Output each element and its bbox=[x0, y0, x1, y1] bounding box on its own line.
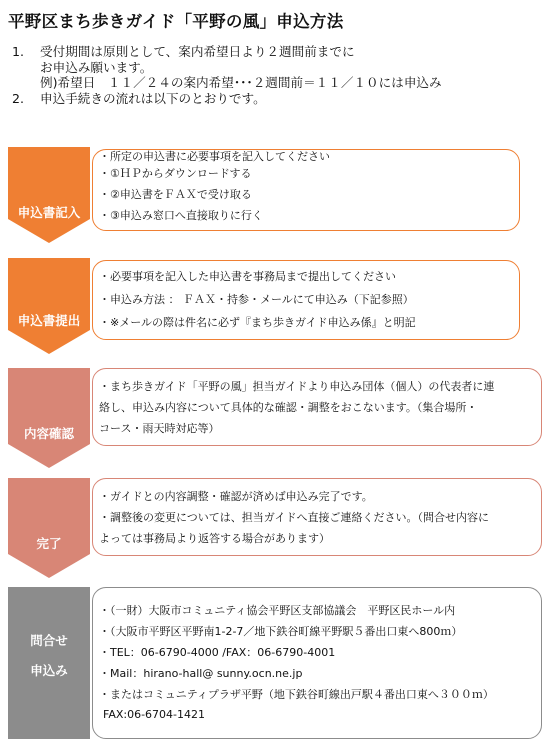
step-detail-box bbox=[92, 478, 542, 556]
intro-item bbox=[12, 91, 442, 107]
arrow-shape bbox=[8, 258, 90, 354]
step-detail-box bbox=[92, 260, 520, 340]
step-label: 完了 bbox=[36, 536, 62, 551]
step-label: 申込み bbox=[30, 663, 68, 678]
step-label: 申込書提出 bbox=[17, 313, 81, 328]
step-arrow bbox=[8, 478, 90, 578]
detail-line: ・①ＨＰからダウンロードする bbox=[99, 167, 252, 180]
step-arrow bbox=[8, 587, 90, 739]
detail-line: ・（一財）大阪市コミュニティ協会平野区支部協議会 平野区民ホール内 bbox=[99, 604, 456, 617]
intro-number: 1. bbox=[12, 44, 25, 59]
step-label: 問合せ bbox=[30, 633, 68, 648]
detail-line: ・Mail：hirano-hall@ sunny.ocn.ne.jp bbox=[99, 667, 303, 680]
detail-line: ・（大阪市平野区平野南1-2-7／地下鉄谷町線平野駅５番出口東へ800ｍ） bbox=[99, 625, 463, 638]
intro-item bbox=[12, 60, 442, 76]
intro-number: 2. bbox=[12, 90, 25, 106]
intro-text: 例)希望日 １１／２４の案内希望･･･２週間前＝１１／１０には申込み bbox=[40, 75, 442, 91]
detail-line: ・※メールの際は件名に必ず『まち歩きガイド申込み係』と明記 bbox=[99, 316, 416, 329]
intro-list bbox=[12, 44, 442, 106]
detail-line: ・まち歩きガイド「平野の風」担当ガイドより申込み団体（個人）の代表者に連 bbox=[99, 380, 495, 393]
detail-line: ・またはコミュニティプラザ平野（地下鉄谷町線出戸駅４番出口東へ３００ｍ） bbox=[99, 688, 494, 701]
detail-line: よっては事務局より返答する場合があります） bbox=[99, 532, 330, 545]
arrow-shape bbox=[8, 478, 90, 578]
intro-item bbox=[12, 75, 442, 91]
step-arrow bbox=[8, 147, 90, 243]
detail-line: ・TEL：06-6790-4000 /FAX：06-6790-4001 bbox=[99, 646, 336, 659]
step-detail-box bbox=[92, 149, 520, 231]
step-detail-box bbox=[92, 368, 542, 446]
detail-line: コース・雨天時対応等） bbox=[99, 422, 220, 435]
intro-item bbox=[12, 44, 442, 60]
arrow-shape bbox=[8, 147, 90, 243]
detail-line: ・調整後の変更については、担当ガイドへ直接ご連絡ください。（問合せ内容に bbox=[99, 511, 489, 524]
step-label: 内容確認 bbox=[23, 426, 74, 441]
intro-text: 受付期間は原則として、案内希望日より２週間前までに bbox=[40, 44, 355, 59]
step-arrow bbox=[8, 258, 90, 354]
arrow-shape bbox=[8, 368, 90, 468]
intro-text: 申込手続きの流れは以下のとおりです。 bbox=[40, 90, 266, 106]
detail-line: ・②申込書をＦＡＸで受け取る bbox=[99, 188, 252, 201]
step-arrow bbox=[8, 368, 90, 468]
step-detail-box bbox=[92, 587, 542, 739]
step-label: 申込書記入 bbox=[17, 205, 81, 220]
detail-line: 絡し、申込み内容について具体的な確認・調整をおこないます。（集合場所・ bbox=[99, 401, 478, 414]
detail-line: ・必要事項を記入した申込書を事務局まで提出してください bbox=[99, 270, 396, 283]
intro-text: お申込み願います。 bbox=[40, 59, 153, 75]
detail-line: ・申込み方法 ： ＦＡＸ・持参・メールにて申込み（下記参照） bbox=[99, 293, 414, 306]
detail-line: ・所定の申込書に必要事項を記入してください bbox=[99, 150, 330, 163]
detail-line: FAX:06-6704-1421 bbox=[103, 708, 206, 721]
page-title: 平野区まち歩きガイド「平野の風」申込方法 bbox=[8, 12, 344, 31]
detail-line: ・ガイドとの内容調整・確認が済めば申込み完了です。 bbox=[99, 490, 373, 503]
detail-line: ・③申込み窓口へ直接取りに行く bbox=[99, 209, 263, 222]
